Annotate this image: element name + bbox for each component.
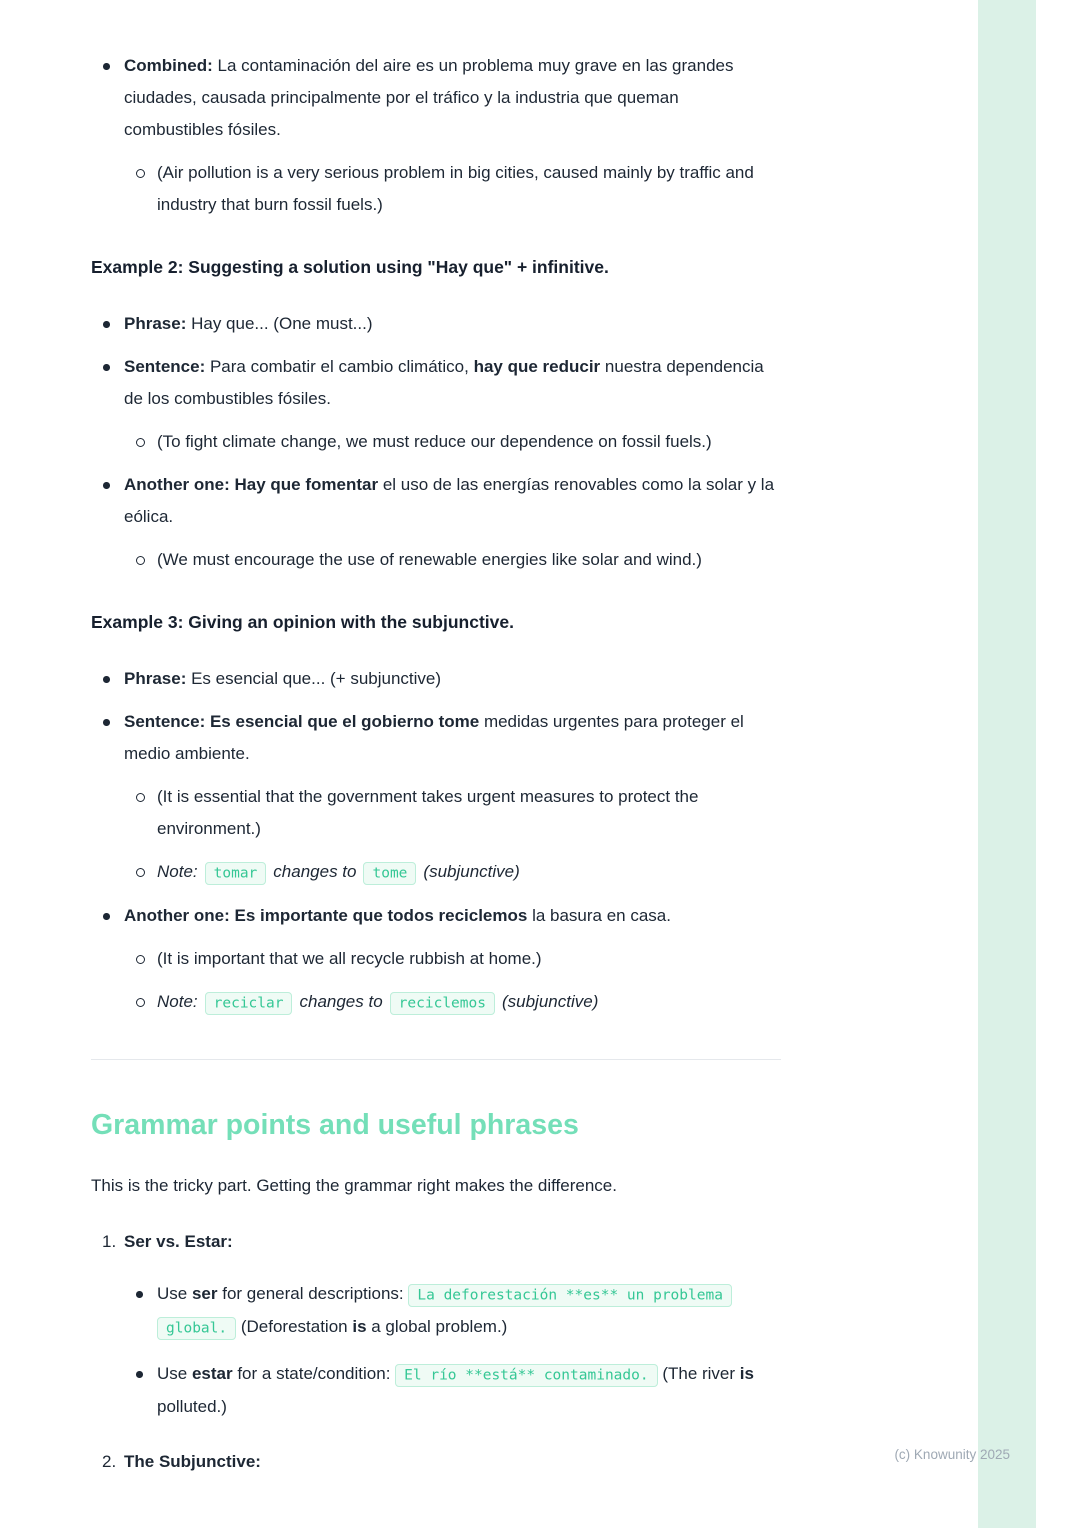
note-label: Note: xyxy=(157,992,198,1011)
note-item xyxy=(124,856,781,889)
bullet-label: Another one: Hay que fomentar xyxy=(124,475,379,494)
inline-code: tome xyxy=(363,862,416,885)
inline-code: tomar xyxy=(205,862,267,885)
inline-code: La deforestación **es** un problema global. xyxy=(157,1284,732,1340)
bullet-text: (Deforestation xyxy=(236,1317,353,1336)
sub-bullet-text: (To fight climate change, we must reduce our dependence on fossil fuels.) xyxy=(157,432,712,451)
sub-bullet-item xyxy=(124,157,781,221)
bullet-text: Es esencial que... (+ subjunctive) xyxy=(186,669,442,688)
bullet-text: polluted.) xyxy=(157,1397,227,1416)
bullet-item xyxy=(91,900,781,1019)
note-text: changes to xyxy=(299,992,383,1011)
bullet-text: for general descriptions: xyxy=(217,1284,409,1303)
numbered-item xyxy=(91,1226,781,1258)
sub-bullet-item xyxy=(124,781,781,845)
bullet-label: Sentence: xyxy=(124,357,206,376)
grammar-intro: This is the tricky part. Getting the grammar right makes the difference. xyxy=(91,1176,617,1195)
bullet-item xyxy=(124,1278,781,1344)
bullet-text: Use xyxy=(157,1364,192,1383)
combined-section xyxy=(91,50,781,221)
bullet-bold-text: ser xyxy=(191,1284,218,1303)
note-text: changes to xyxy=(273,862,357,881)
bullet-item xyxy=(91,469,781,576)
ser-estar-list xyxy=(124,1278,781,1423)
sub-bullet-text: (We must encourage the use of renewable energies like solar and wind.) xyxy=(157,550,702,569)
example3-heading: Example 3: Giving an opinion with the subjunctive. xyxy=(91,612,514,632)
bullet-text: (The river xyxy=(657,1364,740,1383)
item-number: 1. xyxy=(102,1232,117,1251)
item-title: Ser vs. Estar: xyxy=(124,1232,233,1251)
sub-list xyxy=(124,426,781,458)
bullet-label: Phrase: xyxy=(124,669,187,688)
bullet-text: el uso de las energías renovables como la solar y la eólica. xyxy=(124,475,775,526)
inline-code: El río **está** contaminado. xyxy=(395,1364,657,1387)
bullet-item xyxy=(91,706,781,889)
sub-list xyxy=(124,157,781,221)
item-number: 2. xyxy=(102,1452,117,1471)
sub-bullet-item xyxy=(124,943,781,975)
sub-bullet-text: (It is important that we all recycle rubbish at home.) xyxy=(157,949,542,968)
bullet-text: la basura en casa. xyxy=(527,906,671,925)
copyright-text: (c) Knowunity 2025 xyxy=(894,1447,1010,1462)
bullet-text: Para combatir el cambio climático, xyxy=(205,357,474,376)
bullet-text: medidas urgentes para proteger el medio ambiente. xyxy=(124,712,744,763)
bullet-bold-text: is xyxy=(739,1364,754,1383)
inline-code: reciclemos xyxy=(390,992,495,1015)
document-content xyxy=(91,50,781,1478)
example2-list xyxy=(91,308,781,576)
item-title: The Subjunctive: xyxy=(124,1452,261,1471)
bullet-text: a global problem.) xyxy=(366,1317,508,1336)
bullet-bold-text: estar xyxy=(191,1364,233,1383)
example3-list xyxy=(91,663,781,1019)
note-item xyxy=(124,986,781,1019)
bullet-text: Use xyxy=(157,1284,192,1303)
bullet-item xyxy=(91,50,781,221)
sub-bullet-item xyxy=(124,544,781,576)
sub-bullet-text: (It is essential that the government takes urgent measures to protect the environment.) xyxy=(157,787,699,838)
numbered-item xyxy=(91,1446,781,1478)
bullet-item xyxy=(91,663,781,695)
sub-bullet-item xyxy=(124,426,781,458)
bullet-label: Combined: xyxy=(124,56,213,75)
sub-list xyxy=(124,781,781,889)
bullet-text: Hay que... (One must...) xyxy=(186,314,373,333)
bullet-bold-text: is xyxy=(352,1317,367,1336)
bullet-text: nuestra dependencia de los combustibles fósiles. xyxy=(124,357,764,408)
bullet-label: Another one: Es importante que todos reciclemos xyxy=(124,906,528,925)
bullet-label: Sentence: Es esencial que el gobierno tome xyxy=(124,712,480,731)
right-accent-bar xyxy=(978,0,1036,1528)
grammar-numbered-list xyxy=(91,1226,781,1478)
bullet-label: Phrase: xyxy=(124,314,187,333)
grammar-heading: Grammar points and useful phrases xyxy=(91,1109,579,1141)
sub-list xyxy=(124,544,781,576)
inline-code: reciclar xyxy=(205,992,293,1015)
section-divider xyxy=(91,1059,781,1060)
bullet-text: for a state/condition: xyxy=(232,1364,396,1383)
bullet-text: La contaminación del aire es un problema muy grave en las grandes ciudades, causada principalmente por el tráfico y la industria que queman combustibles fósiles. xyxy=(124,56,734,139)
bullet-bold-text: hay que reducir xyxy=(473,357,601,376)
example2-heading: Example 2: Suggesting a solution using "Hay que" + infinitive. xyxy=(91,257,609,277)
bullet-item xyxy=(124,1358,781,1423)
note-text: (subjunctive) xyxy=(501,992,599,1011)
bullet-item xyxy=(91,308,781,340)
sub-bullet-text: (Air pollution is a very serious problem in big cities, caused mainly by traffic and industry that burn fossil fuels.) xyxy=(157,163,754,214)
note-text: (subjunctive) xyxy=(423,862,520,881)
note-label: Note: xyxy=(157,862,198,881)
sub-list xyxy=(124,943,781,1019)
bullet-item xyxy=(91,351,781,458)
